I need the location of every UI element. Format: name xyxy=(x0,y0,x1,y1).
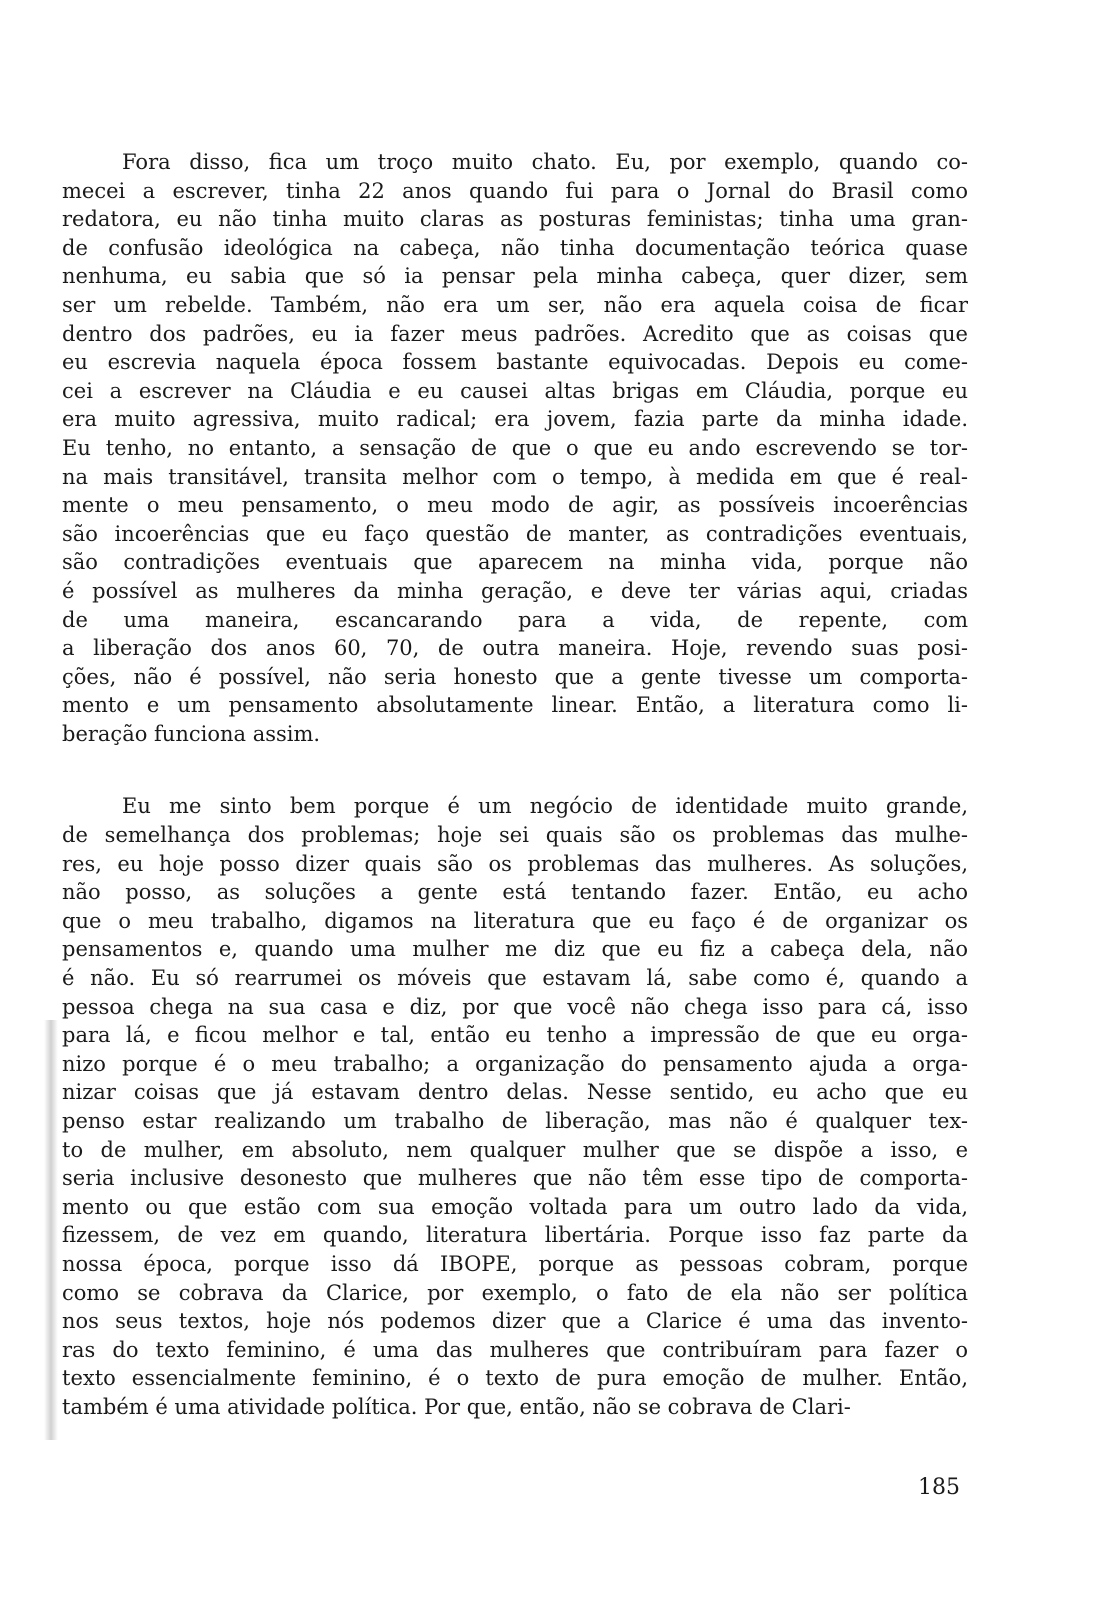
binding-shadow xyxy=(44,1020,58,1440)
text-line: pensamentos e, quando uma mulher me diz que eu fiz a cabeça dela, não xyxy=(62,937,968,962)
text-line: res, eu hoje posso dizer quais são os problemas das mulheres. As soluções, xyxy=(62,851,968,876)
text-line: que o meu trabalho, digamos na literatura que eu faço é de organizar os xyxy=(62,908,968,933)
paragraph xyxy=(62,148,968,748)
text-line: de uma maneira, escancarando para a vida, de repente, com xyxy=(62,607,968,632)
text-line: seria inclusive desonesto que mulheres que não têm esse tipo de comporta- xyxy=(62,1166,968,1191)
text-line: não posso, as soluções a gente está tentando fazer. Então, eu acho xyxy=(62,880,968,905)
body-text xyxy=(62,148,968,1422)
text-line: era muito agressiva, muito radical; era jovem, fazia parte da minha idade. xyxy=(62,407,968,432)
text-line: também é uma atividade política. Por que, então, não se cobrava de Clari- xyxy=(62,1394,851,1419)
text-line: como se cobrava da Clarice, por exemplo, o fato de ela não ser política xyxy=(62,1280,968,1305)
text-line: é não. Eu só rearrumei os móveis que estavam lá, sabe como é, quando a xyxy=(62,966,968,991)
text-line: pessoa chega na sua casa e diz, por que você não chega isso para cá, isso xyxy=(62,994,968,1019)
text-line: fizessem, de vez em quando, literatura libertária. Porque isso faz parte da xyxy=(62,1223,968,1248)
text-line: mecei a escrever, tinha 22 anos quando fui para o Jornal do Brasil como xyxy=(62,178,968,203)
text-line: é possível as mulheres da minha geração, e deve ter várias aqui, criadas xyxy=(62,578,968,603)
text-line: nizo porque é o meu trabalho; a organização do pensamento ajuda a orga- xyxy=(62,1051,968,1076)
paragraph xyxy=(62,792,968,1421)
text-line: nos seus textos, hoje nós podemos dizer que a Clarice é uma das invento- xyxy=(62,1309,968,1334)
text-line: nossa época, porque isso dá IBOPE, porque as pessoas cobram, porque xyxy=(62,1251,968,1276)
text-line: de semelhança dos problemas; hoje sei quais são os problemas das mulhe- xyxy=(62,823,968,848)
text-line: dentro dos padrões, eu ia fazer meus padrões. Acredito que as coisas que xyxy=(62,321,968,346)
text-line: cei a escrever na Cláudia e eu causei altas brigas em Cláudia, porque eu xyxy=(62,378,968,403)
text-line: são incoerências que eu faço questão de manter, as contradições eventuais, xyxy=(62,521,968,546)
text-line: eu escrevia naquela época fossem bastante equivocadas. Depois eu come- xyxy=(62,350,968,375)
text-line: na mais transitável, transita melhor com o tempo, à medida em que é real- xyxy=(62,464,968,489)
text-line: nizar coisas que já estavam dentro delas. Nesse sentido, eu acho que eu xyxy=(62,1080,968,1105)
text-line: redatora, eu não tinha muito claras as posturas feministas; tinha uma gran- xyxy=(62,207,968,232)
text-line: mento ou que estão com sua emoção voltada para um outro lado da vida, xyxy=(62,1194,968,1219)
text-line: mente o meu pensamento, o meu modo de agir, as possíveis incoerências xyxy=(62,493,968,518)
text-line: ras do texto feminino, é uma das mulheres que contribuíram para fazer o xyxy=(62,1337,968,1362)
text-line: beração funciona assim. xyxy=(62,721,321,746)
text-line: Eu tenho, no entanto, a sensação de que o que eu ando escrevendo se tor- xyxy=(62,435,968,460)
text-line: to de mulher, em absoluto, nem qualquer mulher que se dispõe a isso, e xyxy=(62,1137,968,1162)
paragraph-gap xyxy=(62,748,968,792)
text-line: mento e um pensamento absolutamente linear. Então, a literatura como li- xyxy=(62,693,968,718)
text-line: nenhuma, eu sabia que só ia pensar pela minha cabeça, quer dizer, sem xyxy=(62,264,968,289)
text-line: a liberação dos anos 60, 70, de outra maneira. Hoje, revendo suas posi- xyxy=(62,636,968,661)
text-line: Fora disso, fica um troço muito chato. Eu, por exemplo, quando co- xyxy=(122,150,968,174)
text-line: texto essencialmente feminino, é o texto de pura emoção de mulher. Então, xyxy=(62,1366,968,1391)
page-number: 185 xyxy=(918,1475,960,1500)
text-line: Eu me sinto bem porque é um negócio de identidade muito grande, xyxy=(122,794,968,819)
text-line: para lá, e ficou melhor e tal, então eu tenho a impressão de que eu orga- xyxy=(62,1023,968,1048)
text-line: são contradições eventuais que aparecem na minha vida, porque não xyxy=(62,550,968,575)
text-line: penso estar realizando um trabalho de liberação, mas não é qualquer tex- xyxy=(62,1109,968,1133)
text-line: ções, não é possível, não seria honesto que a gente tivesse um comporta- xyxy=(62,664,968,689)
text-line: ser um rebelde. Também, não era um ser, não era aquela coisa de ficar xyxy=(62,292,968,317)
text-line: de confusão ideológica na cabeça, não tinha documentação teórica quase xyxy=(62,235,968,260)
